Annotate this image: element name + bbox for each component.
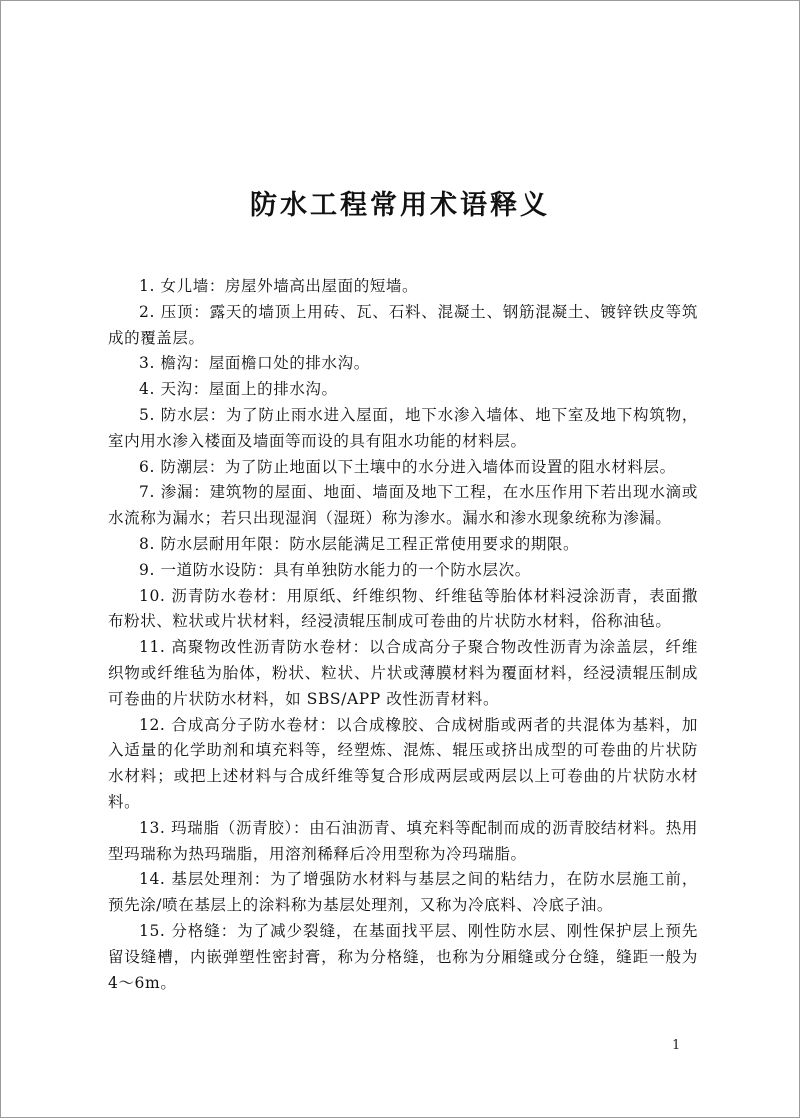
term-item-8: 8. 防水层耐用年限：防水层能满足工程正常使用要求的期限。 (139, 534, 580, 553)
term-item-2: 2. 压顶：露天的墙顶上用砖、瓦、石料、混凝土、钢筋混凝土、镀锌铁皮等筑成的覆盖层。 (108, 302, 698, 347)
term-item-1: 1. 女儿墙：房屋外墙高出屋面的短墙。 (139, 277, 419, 295)
terms-list (108, 274, 698, 996)
term-item-11: 11. 高聚物改性沥青防水卷材：以合成高分子聚合物改性沥青为涂盖层，纤维织物或纤维毡为胎体，粉状、粒状、片状或薄膜材料为覆面材料，经浸渍辊压制成可卷曲的片状防水材料，如 SBS/APP 改性沥青材料。 (108, 638, 698, 708)
term-item-15: 15. 分格缝：为了减少裂缝，在基面找平层、刚性防水层、刚性保护层上预先留设缝槽，内嵌弹塑性密封膏，称为分格缝，也称为分厢缝或分仓缝，缝距一般为 4～6m。 (108, 921, 698, 992)
term-item-12: 12. 合成高分子防水卷材：以合成橡胶、合成树脂或两者的共混体为基料，加入适量的化学助剂和填充料等，经塑炼、混炼、辊压或挤出成型的可卷曲的片状防水材料；或把上述材料与合成纤维等复合形成两层或两层以上可卷曲的片状防水材料。 (108, 715, 698, 811)
document-title: 防水工程常用术语释义 (250, 190, 550, 221)
term-item-4: 4. 天沟：屋面上的排水沟。 (139, 380, 338, 399)
term-item-3: 3. 檐沟：屋面檐口处的排水沟。 (139, 354, 370, 373)
term-item-5: 5. 防水层：为了防止雨水进入屋面，地下水渗入墙体、地下室及地下构筑物，室内用水渗入楼面及墙面等而设的具有阻水功能的材料层。 (108, 405, 698, 450)
term-item-13: 13. 玛瑞脂（沥青胶）：由石油沥青、填充料等配制而成的沥青胶结材料。热用型玛瑞称为热玛瑞脂，用溶剂稀释后冷用型称为冷玛瑞脂。 (108, 818, 698, 863)
page-number: 1 (672, 1038, 681, 1053)
term-item-10: 10. 沥青防水卷材：用原纸、纤维织物、纤维毡等胎体材料浸涂沥青，表面撒布粉状、粒状或片状材料，经浸渍辊压制成可卷曲的片状防水材料，俗称油毡。 (108, 586, 698, 631)
term-item-14: 14. 基层处理剂：为了增强防水材料与基层之间的粘结力，在防水层施工前，预先涂/喷在基层上的涂料称为基层处理剂，又称为冷底料、冷底子油。 (108, 870, 698, 915)
term-item-6: 6. 防潮层：为了防止地面以下土壤中的水分进入墙体而设置的阻水材料层。 (139, 457, 676, 476)
term-item-9: 9. 一道防水设防：具有单独防水能力的一个防水层次。 (139, 560, 531, 579)
term-item-7: 7. 渗漏：建筑物的屋面、地面、墙面及地下工程，在水压作用下若出现水滴或水流称为漏水；若只出现湿润（湿斑）称为渗水。漏水和渗水现象统称为渗漏。 (108, 483, 698, 528)
